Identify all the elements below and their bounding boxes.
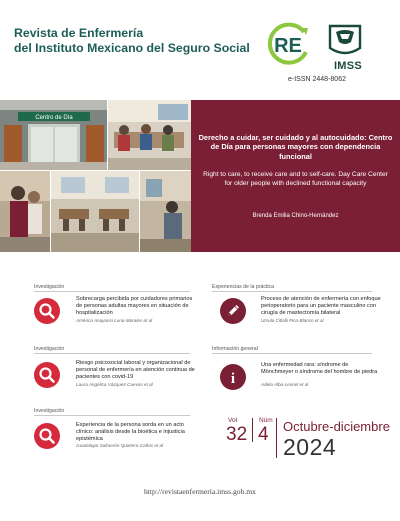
article-1-rule: [34, 291, 190, 292]
search-icon: [34, 298, 60, 324]
imss-logo-text: IMSS: [333, 60, 363, 72]
volume-number: 32: [226, 424, 248, 445]
article-5-section: Información general: [212, 346, 258, 352]
article-2-title[interactable]: Riesgo psicosocial laboral y organizacional de personal de enfermería en atención continua de pacientes con covid-19: [76, 360, 195, 380]
article-4-rule: [212, 291, 372, 292]
volume-label: Vol: [228, 417, 238, 424]
article-2-rule: [34, 353, 190, 354]
photo-caregiver: [0, 171, 50, 252]
issue-period: Octubre-diciembre: [283, 419, 390, 434]
re-logo-icon: [266, 22, 310, 66]
number-label: Núm: [259, 417, 273, 424]
website-link[interactable]: http://revistaenfermeria.imss.gob.mx: [144, 487, 256, 496]
photo-activity-room: [108, 100, 191, 170]
article-4-badge: [220, 298, 246, 324]
article-1-section: Investigación: [34, 284, 65, 290]
article-3-badge: [34, 423, 60, 449]
article-3-author: Guadalupe Salmerón Quintero-Cañas et al: [76, 443, 164, 448]
article-5-rule: [212, 353, 372, 354]
article-5-title[interactable]: Una enfermedad rara: síndrome de Mönchmeyer o síndrome del hombre de piedra: [261, 362, 378, 375]
article-3-rule: [34, 415, 190, 416]
journal-title: [14, 26, 264, 56]
article-2-author: Laura Angélica Vázquez-Cuevas et al: [76, 382, 153, 387]
article-4-title[interactable]: Proceso de atención de enfermería con enfoque perioperatorio para un paciente masculino con cirugía de mastectomía bilateral: [261, 296, 381, 316]
article-1-author: América Anayansi Luna-Morales et al: [76, 318, 153, 323]
photo-dining-hall: [51, 171, 139, 252]
eissn: e-ISSN 2448-8062: [288, 76, 346, 83]
journal-title-line1: Revista de Enfermería: [14, 26, 144, 40]
info-glyph: i: [230, 371, 236, 387]
featured-author: Brenda Emilia Chino-Hernández: [252, 213, 339, 219]
photo-collage: [0, 100, 191, 252]
search-icon: [34, 362, 60, 388]
photo-sign-text: Centro de Día: [35, 115, 73, 121]
journal-title-line2: del Instituto Mexicano del Seguro Social: [14, 41, 250, 55]
article-4-author: Ursula Citlalli Pico-Blanco et al: [261, 318, 324, 323]
article-2-section: Investigación: [34, 346, 65, 352]
article-2-badge: [34, 362, 60, 388]
issue-number: 4: [258, 424, 269, 445]
issue-separator-2: [276, 418, 277, 458]
article-4-section: Experiencias de la práctica: [212, 284, 274, 290]
article-3-title[interactable]: Experiencia de la persona sorda en un acto clínico: análisis desde la bioética e injusticia epistémica: [76, 422, 185, 442]
article-5-badge: [220, 364, 246, 390]
issue-separator-1: [252, 418, 253, 442]
photo-lounge: [140, 171, 191, 252]
featured-title-en: Right to care, to receive care and to self-care. Day Care Center for older people with declined functional capacity: [203, 171, 388, 187]
featured-article: [191, 100, 400, 252]
article-1-badge: [34, 298, 60, 324]
search-icon: [34, 423, 60, 449]
pencil-icon: [220, 298, 246, 324]
article-3-section: Investigación: [34, 408, 65, 414]
article-5-author: Adela Alba-Leonel et al: [261, 382, 309, 387]
featured-title-es: Derecho a cuidar, ser cuidado y al autocuidado: Centro de Día para personas mayores con dependencia funcional: [198, 133, 393, 161]
info-icon: [220, 364, 246, 390]
re-logo-text: RE: [274, 35, 302, 57]
article-1-title[interactable]: Sobrecarga percibida por cuidadores primarios de personas adultas mayores en situación de hospitalización: [76, 296, 193, 316]
issue-year: 2024: [283, 434, 337, 460]
photo-entrance: [0, 100, 107, 170]
